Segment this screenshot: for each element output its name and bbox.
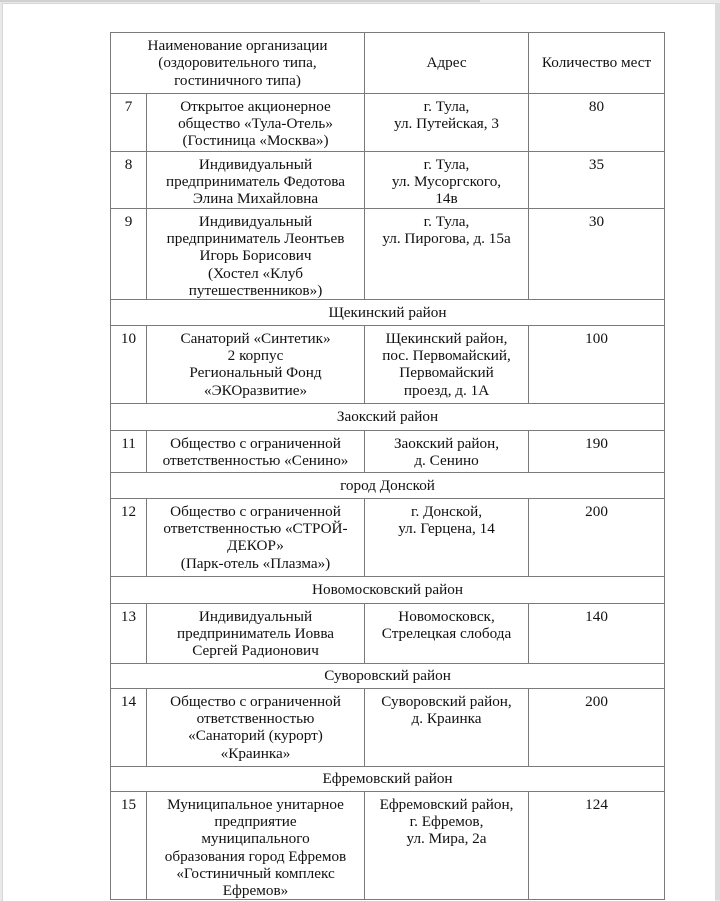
- organization-address: г. Донской, ул. Герцена, 14: [365, 499, 529, 577]
- organization-address: г. Тула, ул. Мусоргского, 14в: [365, 152, 529, 209]
- capacity-value: 100: [529, 326, 665, 404]
- organization-address: Заокский район, д. Сенино: [365, 431, 529, 473]
- region-row: [111, 577, 665, 604]
- row-number: 11: [111, 431, 147, 473]
- table-row: [111, 94, 665, 152]
- row-number: 8: [111, 152, 147, 209]
- capacity-value: 124: [529, 792, 665, 900]
- capacity-value: 200: [529, 689, 665, 767]
- region-label: город Донской: [111, 473, 665, 499]
- table-row: [111, 152, 665, 209]
- region-row: [111, 300, 665, 326]
- region-label: Новомосковский район: [111, 577, 665, 604]
- table-row: [111, 792, 665, 900]
- organization-address: Суворовский район, д. Краинка: [365, 689, 529, 767]
- capacity-value: 200: [529, 499, 665, 577]
- organization-name: Общество с ограниченной ответственностью «Санаторий (курорт) «Краинка»: [147, 689, 365, 767]
- row-number: 10: [111, 326, 147, 404]
- capacity-value: 80: [529, 94, 665, 152]
- region-label: Суворовский район: [111, 664, 665, 689]
- capacity-value: 30: [529, 209, 665, 300]
- organization-name: Муниципальное унитарное предприятие муниципального образования город Ефремов «Гостиничный комплекс Ефремов»: [147, 792, 365, 900]
- organization-name: Общество с ограниченной ответственностью «Сенино»: [147, 431, 365, 473]
- capacity-value: 35: [529, 152, 665, 209]
- top-edge: [0, 0, 480, 2]
- table-row: [111, 209, 665, 300]
- row-number: 9: [111, 209, 147, 300]
- header-name: Наименование организации (оздоровительного типа, гостиничного типа): [111, 33, 365, 94]
- organization-address: Новомосковск, Стрелецкая слобода: [365, 604, 529, 664]
- table-body: [111, 94, 665, 900]
- organization-address: г. Тула, ул. Путейская, 3: [365, 94, 529, 152]
- header-address: Адрес: [365, 33, 529, 94]
- region-row: [111, 473, 665, 499]
- organization-name: Общество с ограниченной ответственностью «СТРОЙ- ДЕКОР» (Парк-отель «Плазма»): [147, 499, 365, 577]
- row-number: 13: [111, 604, 147, 664]
- organization-name: Санаторий «Синтетик» 2 корпус Региональный Фонд «ЭКОразвитие»: [147, 326, 365, 404]
- organizations-table: [110, 32, 665, 900]
- organization-address: Щекинский район, пос. Первомайский, Первомайский проезд, д. 1А: [365, 326, 529, 404]
- table-header-row: [111, 33, 665, 94]
- organization-name: Индивидуальный предприниматель Леонтьев Игорь Борисович (Хостел «Клуб путешественников»): [147, 209, 365, 300]
- capacity-value: 190: [529, 431, 665, 473]
- region-row: [111, 767, 665, 792]
- region-row: [111, 664, 665, 689]
- table-row: [111, 326, 665, 404]
- table-row: [111, 604, 665, 664]
- organization-name: Индивидуальный предприниматель Иовва Сергей Радионович: [147, 604, 365, 664]
- region-label: Ефремовский район: [111, 767, 665, 792]
- header-capacity: Количество мест: [529, 33, 665, 94]
- organization-name: Открытое акционерное общество «Тула-Отель» (Гостиница «Москва»): [147, 94, 365, 152]
- scrollbar[interactable]: [715, 3, 720, 900]
- region-label: Заокский район: [111, 404, 665, 431]
- table-row: [111, 499, 665, 577]
- row-number: 14: [111, 689, 147, 767]
- table-row: [111, 431, 665, 473]
- region-row: [111, 404, 665, 431]
- row-number: 15: [111, 792, 147, 900]
- row-number: 12: [111, 499, 147, 577]
- region-label: Щекинский район: [111, 300, 665, 326]
- organization-address: Ефремовский район, г. Ефремов, ул. Мира, 2а: [365, 792, 529, 900]
- capacity-value: 140: [529, 604, 665, 664]
- row-number: 7: [111, 94, 147, 152]
- table-row: [111, 689, 665, 767]
- organization-address: г. Тула, ул. Пирогова, д. 15а: [365, 209, 529, 300]
- organization-name: Индивидуальный предприниматель Федотова Элина Михайловна: [147, 152, 365, 209]
